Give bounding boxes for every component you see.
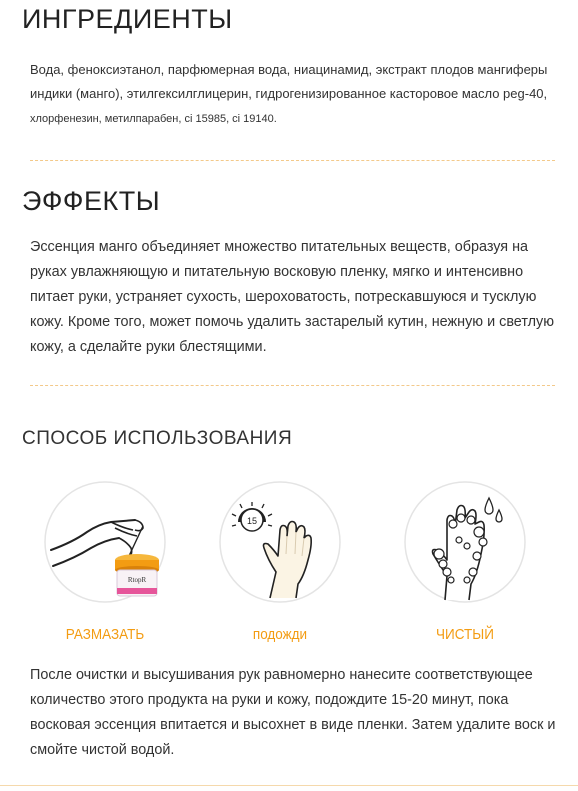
ingredients-line-2: индики (манго), этилгексилглицерин, гидрогенизированное касторовое масло peg-40, xyxy=(30,86,548,101)
usage-title: СПОСОБ ИСПОЛЬЗОВАНИЯ xyxy=(22,428,293,449)
step-label-apply: РАЗМАЗАТЬ xyxy=(65,626,145,643)
ingredients-text xyxy=(30,58,570,131)
effects-text: Эссенция манго объединяет множество питательных веществ, образуя на руках увлажняющую и питательную восковую пленку, мягко и интенсивно питает руки, устраняет сухость, шероховатость, потрескавшуюся и тусклую кожу. Кроме того, может помочь удалить застарелый кутин, нежную и светлую кожу, а сделайте руки блестящими. xyxy=(30,239,554,355)
effects-title: ЭФФЕКТЫ xyxy=(22,186,161,216)
usage-step-apply xyxy=(35,480,175,643)
divider xyxy=(30,385,555,386)
usage-text: После очистки и высушивания рук равномерно нанесите соответствующее количество этого продукта на руки и кожу, подождите 15-20 минут, пока восковая эссенция впитается и высохнет в виде пленки. Затем удалите воск и смойте чистой водой. xyxy=(30,667,556,758)
usage-step-clean xyxy=(395,480,535,643)
ingredients-title: ИНГРЕДИЕНТЫ xyxy=(22,4,233,34)
step-label-wait: подожди xyxy=(252,626,308,643)
bottom-divider xyxy=(0,785,578,786)
usage-step-wait xyxy=(210,480,350,643)
divider xyxy=(30,160,555,161)
hand-applying-cream-icon xyxy=(43,480,167,604)
timer-value: 15 xyxy=(246,516,258,526)
hand-timer-icon xyxy=(218,480,342,604)
ingredients-line-1: Вода, феноксиэтанол, парфюмерная вода, ниацинамид, экстракт плодов мангиферы xyxy=(30,62,548,77)
ingredients-line-3: хлорфенезин, метилпарабен, ci 15985, ci 19140. xyxy=(30,113,277,125)
hand-washing-icon xyxy=(403,480,527,604)
step-label-clean: ЧИСТЫЙ xyxy=(436,626,494,643)
jar-brand-label: RtopR xyxy=(127,576,147,584)
